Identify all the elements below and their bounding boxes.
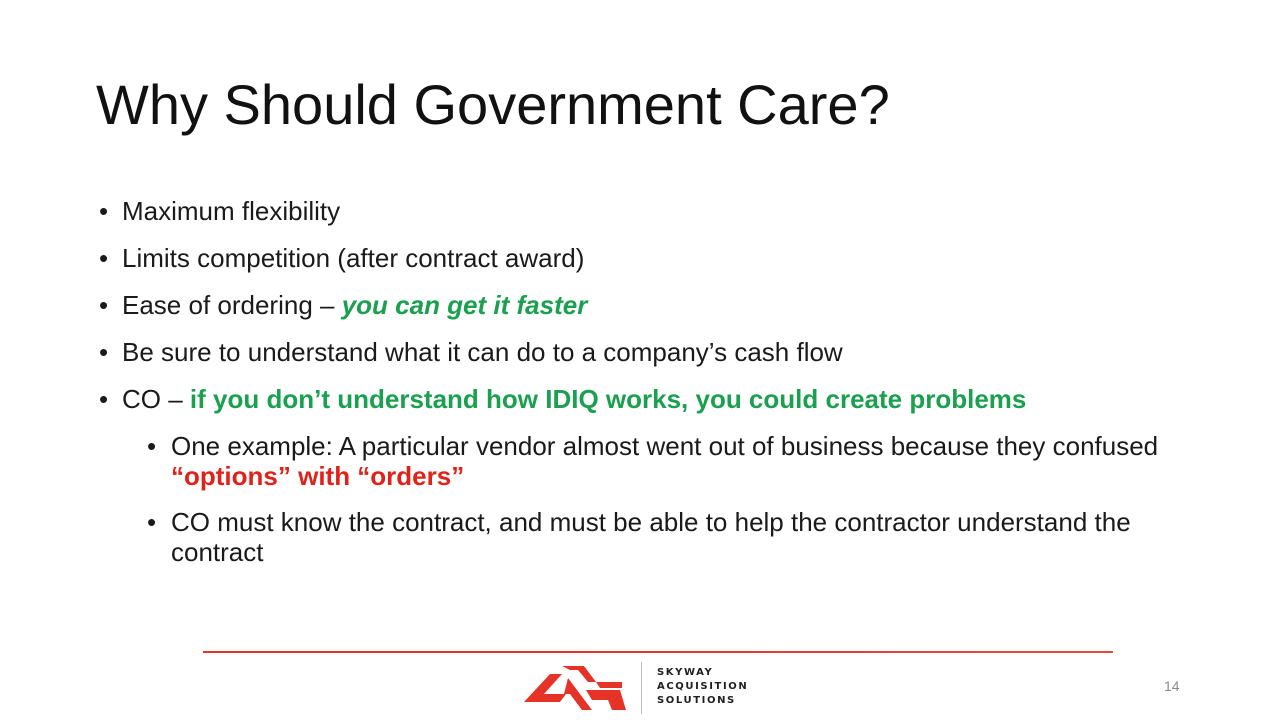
bullet-item (99, 243, 1259, 273)
bullet-text: Be sure to understand what it can do to a company’s cash flow (122, 337, 843, 367)
bullet-text: CO – (122, 384, 190, 414)
logo-line: SKYWAY (657, 667, 714, 678)
sub-bullet-item (147, 507, 1221, 567)
footer-divider (203, 651, 1113, 653)
sub-bullet-text: CO must know the contract, and must be able to help the contractor understand the contract (171, 507, 1131, 567)
page-number: 14 (1164, 678, 1180, 694)
logo-wordmark (657, 666, 748, 708)
sub-bullet-item (147, 431, 1221, 491)
bullet-highlight: if you don’t understand how IDIQ works, you could create problems (189, 384, 1027, 414)
bullet-text: Ease of ordering – (122, 290, 342, 320)
sub-bullet-highlight: “options” with “orders” (171, 461, 465, 491)
bullet-item (99, 337, 1259, 367)
slide-title: Why Should Government Care? (96, 73, 890, 136)
bullet-text: Limits competition (after contract award) (122, 243, 585, 273)
sub-bullet-text: One example: A particular vendor almost went out of business because they confused (171, 431, 1159, 461)
logo-line: ACQUISITION (657, 681, 749, 692)
bullet-item (99, 196, 1259, 226)
logo-divider (641, 662, 642, 714)
bullet-item (99, 384, 1259, 414)
bullet-text: Maximum flexibility (122, 196, 341, 226)
skyway-logo-icon (522, 660, 632, 714)
bullet-item (99, 290, 1259, 320)
bullet-highlight: you can get it faster (341, 290, 588, 320)
logo-line: SOLUTIONS (657, 695, 736, 706)
bullet-list (99, 196, 1259, 583)
